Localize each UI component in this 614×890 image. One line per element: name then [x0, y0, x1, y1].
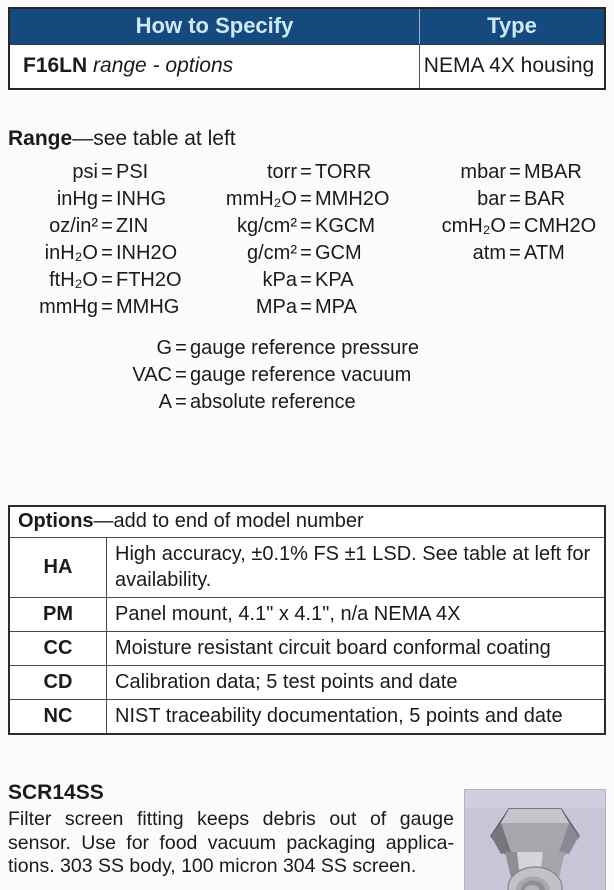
unit-row [200, 159, 411, 186]
reference-description: gauge reference pressure [190, 337, 420, 359]
unit-code: FTH2O [116, 269, 182, 291]
reference-row [8, 362, 614, 389]
unit-row [200, 213, 411, 240]
option-row-ha [10, 537, 604, 597]
unit-symbol: kPa [262, 269, 297, 291]
equals-sign: = [509, 215, 521, 237]
unit-symbol: inHg [56, 188, 98, 210]
unit-symbol: inH₂O [44, 242, 98, 264]
unit-symbol: bar [477, 188, 506, 210]
equals-sign: = [509, 242, 521, 264]
unit-column-3 [411, 159, 614, 321]
unit-symbol: torr [267, 161, 297, 183]
spec-table-data-row [10, 44, 604, 88]
unit-symbol: g/cm² [247, 242, 297, 264]
housing-type-cell: NEMA 4X housing [420, 45, 604, 88]
unit-symbol: kg/cm² [237, 215, 297, 237]
unit-row [8, 267, 200, 294]
reference-code: VAC [132, 364, 172, 386]
equals-sign: = [175, 337, 187, 359]
reference-description: gauge reference vacuum [190, 364, 412, 386]
equals-sign: = [101, 296, 113, 318]
unit-row [200, 240, 411, 267]
unit-column-1 [8, 159, 200, 321]
unit-code: ATM [524, 242, 565, 264]
range-heading [8, 127, 614, 151]
option-row-nc [10, 699, 604, 733]
reference-description: absolute reference [190, 391, 356, 413]
spec-table-header-type: Type [420, 9, 604, 44]
reference-row [8, 389, 614, 416]
accessory-title: SCR14SS [8, 781, 104, 804]
unit-code: CMH2O [524, 215, 597, 237]
unit-row [200, 294, 411, 321]
equals-sign: = [101, 161, 113, 183]
option-code: PM [10, 598, 107, 631]
option-code: CC [10, 632, 107, 665]
equals-sign: = [509, 161, 521, 183]
spec-table [8, 7, 606, 90]
reference-codes [0, 335, 614, 416]
option-row-cd [10, 665, 604, 699]
model-variables: range - options [93, 54, 234, 77]
reference-code: A [158, 391, 172, 413]
unit-row [411, 186, 614, 213]
options-table-heading [10, 507, 604, 537]
unit-code: KPA [315, 269, 354, 291]
unit-code: ZIN [116, 215, 149, 237]
unit-code: INH2O [116, 242, 178, 264]
scr14ss-product-photo [464, 789, 606, 890]
unit-row [8, 294, 200, 321]
unit-symbol: mbar [460, 161, 506, 183]
option-description: Panel mount, 4.1" x 4.1", n/a NEMA 4X [115, 603, 461, 625]
equals-sign: = [509, 188, 521, 210]
accessory-section [8, 781, 606, 890]
unit-row [8, 240, 200, 267]
unit-code: INHG [116, 188, 166, 210]
unit-code: MBAR [524, 161, 582, 183]
unit-symbol: ftH₂O [49, 269, 98, 291]
catalog-page [0, 7, 614, 890]
options-table [8, 505, 606, 735]
model-cell [10, 45, 420, 88]
unit-code: TORR [315, 161, 372, 183]
equals-sign: = [175, 391, 187, 413]
filter-fitting-illustration [465, 790, 605, 890]
option-description: Moisture resistant circuit board conformal coating [115, 637, 551, 659]
unit-symbol: MPa [255, 296, 297, 318]
options-heading-bold: Options [18, 510, 94, 532]
equals-sign: = [175, 364, 187, 386]
equals-sign: = [300, 215, 312, 237]
hex-top-facet [501, 809, 569, 823]
option-description: NIST traceability documentation, 5 points and date [115, 705, 563, 727]
unit-row [411, 240, 614, 267]
unit-row [411, 213, 614, 240]
unit-row [8, 213, 200, 240]
unit-column-2 [200, 159, 411, 321]
unit-code: PSI [116, 161, 149, 183]
option-row-cc [10, 631, 604, 665]
unit-row [411, 159, 614, 186]
unit-symbol: atm [472, 242, 506, 264]
reference-row [8, 335, 614, 362]
spec-table-header-row [10, 9, 604, 44]
reference-code: G [156, 337, 172, 359]
equals-sign: = [300, 296, 312, 318]
option-code: NC [10, 700, 107, 733]
unit-row [8, 186, 200, 213]
equals-sign: = [101, 215, 113, 237]
unit-code: KGCM [315, 215, 375, 237]
option-description: High accuracy, ±0.1% FS ±1 LSD. See table at left for availability. [115, 543, 591, 591]
equals-sign: = [300, 161, 312, 183]
unit-symbol: oz/in² [49, 215, 98, 237]
equals-sign: = [101, 269, 113, 291]
unit-symbol: mmH₂O [225, 188, 297, 210]
unit-code: BAR [524, 188, 566, 210]
unit-row [200, 267, 411, 294]
accessory-description: Filter screen fitting keeps debris out of gauge sensor. Use for food vacuum packaging applications. 303 SS body, 100 micron 304 SS screen. [8, 808, 454, 877]
unit-code: MPA [315, 296, 357, 318]
accessory-text [8, 781, 454, 890]
range-unit-codes [0, 159, 614, 321]
unit-row [8, 159, 200, 186]
unit-symbol: psi [72, 161, 98, 183]
option-code: CD [10, 666, 107, 699]
model-number: F16LN [23, 54, 88, 77]
equals-sign: = [101, 188, 113, 210]
equals-sign: = [300, 269, 312, 291]
photo-background-light [465, 790, 605, 808]
equals-sign: = [101, 242, 113, 264]
range-heading-rest: —see table at left [72, 127, 236, 150]
unit-symbol: cmH₂O [441, 215, 506, 237]
unit-code: MMH2O [315, 188, 390, 210]
option-code: HA [10, 538, 107, 597]
equals-sign: = [300, 242, 312, 264]
unit-code: MMHG [116, 296, 180, 318]
option-description: Calibration data; 5 test points and date [115, 671, 458, 693]
unit-row [200, 186, 411, 213]
unit-code: GCM [315, 242, 362, 264]
equals-sign: = [300, 188, 312, 210]
option-row-pm [10, 597, 604, 631]
spec-table-header-how-to-specify: How to Specify [10, 9, 420, 44]
range-heading-bold: Range [8, 127, 73, 150]
unit-symbol: mmHg [39, 296, 98, 318]
options-heading-rest: —add to end of model number [93, 510, 364, 532]
